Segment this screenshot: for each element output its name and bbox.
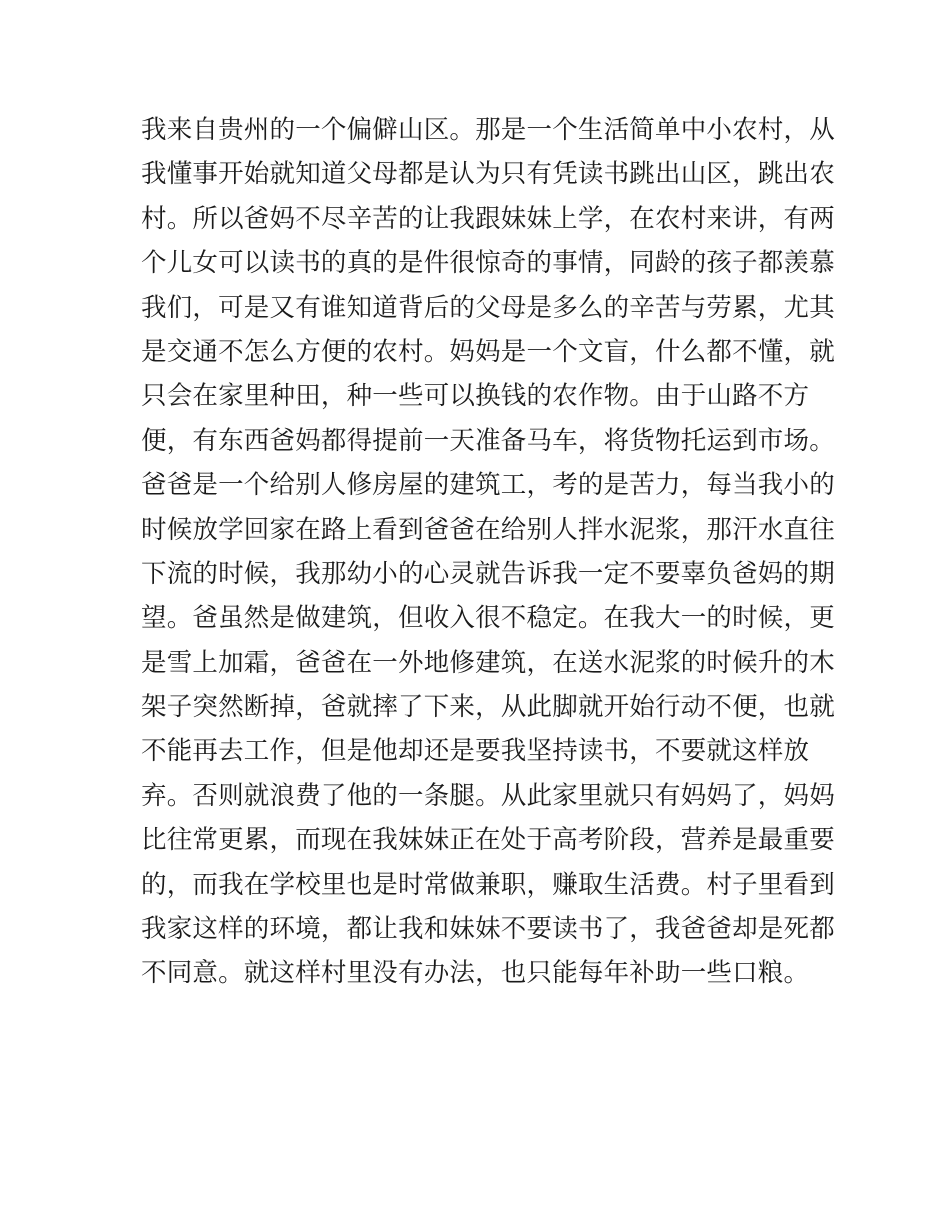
text-line: 个儿女可以读书的真的是件很惊奇的事情，同龄的孩子都羡慕 — [141, 248, 835, 279]
text-line: 下流的时候，我那幼小的心灵就告诉我一定不要辜负爸妈的期 — [141, 558, 835, 589]
text-line: 我们，可是又有谁知道背后的父母是多么的辛苦与劳累，尤其 — [141, 292, 835, 323]
text-line: 比往常更累，而现在我妹妹正在处于高考阶段，营养是最重要 — [141, 825, 835, 856]
text-line: 不能再去工作，但是他却还是要我坚持读书，不要就这样放 — [141, 736, 810, 767]
text-line: 弃。否则就浪费了他的一条腿。从此家里就只有妈妈了，妈妈 — [141, 780, 835, 811]
text-line: 的，而我在学校里也是时常做兼职，赚取生活费。村子里看到 — [141, 869, 835, 900]
text-line: 不同意。就这样村里没有办法，也只能每年补助一些口粮。 — [141, 958, 810, 989]
text-line: 只会在家里种田，种一些可以换钱的农作物。由于山路不方 — [141, 381, 810, 412]
text-line: 是交通不怎么方便的农村。妈妈是一个文盲，什么都不懂，就 — [141, 336, 835, 367]
text-line: 村。所以爸妈不尽辛苦的让我跟妹妹上学，在农村来讲，有两 — [141, 203, 835, 234]
text-line: 我家这样的环境，都让我和妹妹不要读书了，我爸爸却是死都 — [141, 914, 835, 945]
text-line: 我来自贵州的一个偏僻山区。那是一个生活简单中小农村，从 — [141, 115, 835, 145]
text-line: 架子突然断掉，爸就摔了下来，从此脚就开始行动不便，也就 — [141, 692, 835, 723]
text-line: 是雪上加霜，爸爸在一外地修建筑，在送水泥浆的时候升的木 — [141, 647, 835, 678]
body-text — [141, 108, 835, 996]
text-line: 望。爸虽然是做建筑，但收入很不稳定。在我大一的时候，更 — [141, 603, 835, 634]
text-line: 爸爸是一个给别人修房屋的建筑工，考的是苦力，每当我小的 — [141, 470, 835, 501]
text-line: 我懂事开始就知道父母都是认为只有凭读书跳出山区，跳出农 — [141, 159, 835, 190]
text-line: 便，有东西爸妈都得提前一天准备马车，将货物托运到市场。 — [141, 425, 835, 456]
text-line: 时候放学回家在路上看到爸爸在给别人拌水泥浆，那汗水直往 — [141, 514, 835, 545]
